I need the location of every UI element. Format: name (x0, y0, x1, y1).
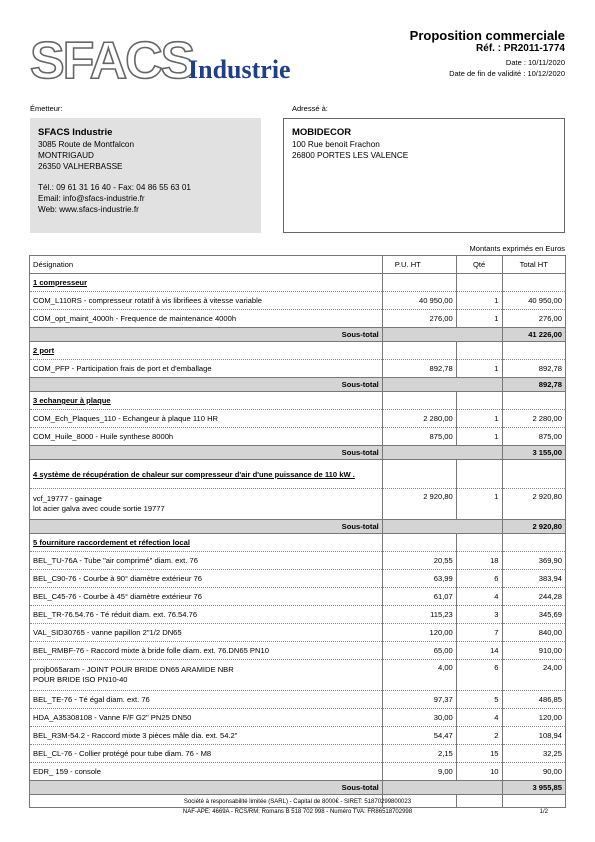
section-row (30, 460, 566, 489)
subtotal-label: Sous-total (30, 520, 383, 534)
item-description (30, 489, 383, 520)
item-quantity: 1 (456, 410, 502, 428)
subtotal-amount: 2 920,80 (502, 520, 565, 534)
item-unit-price: 63,99 (382, 570, 456, 588)
item-description-line: BEL_RMBF-76 - Raccord mixte à bride folle diam. ext. 76.DN65 PN10 (33, 646, 269, 655)
cell-quantity (456, 781, 502, 795)
item-description (30, 709, 383, 727)
currency-note: Montants exprimés en Euros (469, 244, 565, 253)
footer-legal-line-1: Société à responsabilité limitée (SARL) - Capital de 8000€ - SIRET: 51870299800023 (183, 799, 412, 805)
item-total: 910,00 (502, 642, 565, 660)
item-total: 892,78 (502, 360, 565, 378)
sender-phone: Tél.: 09 61 31 16 40 - Fax: 04 86 55 63 01 (38, 183, 191, 192)
sender-box (30, 118, 261, 233)
item-description (30, 763, 383, 781)
cell-quantity (456, 446, 502, 460)
item-description-line: EDR_ 159 - console (33, 767, 101, 776)
validity-date: Date de fin de validité : 10/12/2020 (449, 69, 565, 78)
document-reference: Réf. : PR2011-1774 (476, 43, 565, 54)
item-description (30, 552, 383, 570)
item-total: 345,69 (502, 606, 565, 624)
table-row (30, 489, 566, 520)
table-row (30, 360, 566, 378)
item-unit-price: 61,07 (382, 588, 456, 606)
cell-quantity (456, 392, 502, 410)
item-quantity: 1 (456, 292, 502, 310)
cell-quantity (456, 328, 502, 342)
item-unit-price: 97,37 (382, 691, 456, 709)
item-description (30, 292, 383, 310)
item-quantity: 1 (456, 310, 502, 328)
item-unit-price: 115,23 (382, 606, 456, 624)
cell-unit-price (382, 781, 456, 795)
subtotal-label: Sous-total (30, 446, 383, 460)
item-description-line: vcf_19777 - gainage (33, 494, 102, 503)
table-row (30, 624, 566, 642)
section-row (30, 274, 566, 292)
section-row (30, 392, 566, 410)
subtotal-amount: 3 955,85 (502, 781, 565, 795)
item-unit-price: 9,00 (382, 763, 456, 781)
recipient-label: Adressé à: (292, 104, 328, 113)
header-unit-price: P.U. HT (382, 256, 456, 274)
cell-total (502, 534, 565, 552)
header-total: Total HT (502, 256, 565, 274)
item-description (30, 624, 383, 642)
table-row (30, 310, 566, 328)
item-quantity: 1 (456, 428, 502, 446)
item-quantity: 6 (456, 570, 502, 588)
section-title: 2 port (30, 342, 383, 360)
table-row (30, 763, 566, 781)
item-quantity: 14 (456, 642, 502, 660)
item-unit-price: 40 950,00 (382, 292, 456, 310)
cell-unit-price (382, 274, 456, 292)
section-row (30, 534, 566, 552)
sender-address-3: 26350 VALHERBASSE (38, 162, 123, 171)
table-row (30, 745, 566, 763)
item-quantity: 5 (456, 691, 502, 709)
item-total: 2 280,00 (502, 410, 565, 428)
item-description (30, 745, 383, 763)
item-total: 2 920,80 (502, 489, 565, 520)
sender-label: Émetteur: (30, 104, 63, 113)
cell-total (502, 460, 565, 489)
sender-name: SFACS Industrie (38, 127, 113, 138)
item-description-line: projb065aram - JOINT POUR BRIDE DN65 ARAMIDE NBR (33, 665, 234, 674)
cell-unit-price (382, 520, 456, 534)
cell-unit-price (382, 460, 456, 489)
table-row (30, 727, 566, 745)
item-unit-price: 875,00 (382, 428, 456, 446)
item-description-line: COM_Ech_Plaques_110 - Echangeur à plaque 110 HR (33, 414, 219, 423)
cell-quantity (456, 520, 502, 534)
item-description (30, 570, 383, 588)
section-title: 4 système de récupération de chaleur sur compresseur d'air d'une puissance de 110 kW . (30, 460, 383, 489)
item-description-line: BEL_TR-76.54.76 - Té réduit diam. ext. 76.54.76 (33, 610, 198, 619)
item-description (30, 588, 383, 606)
table-row (30, 660, 566, 691)
page-number: 1/2 (539, 809, 548, 815)
item-quantity: 3 (456, 606, 502, 624)
item-description-line-2: POUR BRIDE ISO PN10-40 (33, 675, 128, 684)
item-description (30, 360, 383, 378)
item-total: 276,00 (502, 310, 565, 328)
cell-unit-price (382, 534, 456, 552)
item-description-line: COM_PFP - Participation frais de port et d'emballage (33, 364, 212, 373)
item-unit-price: 892,78 (382, 360, 456, 378)
item-total: 90,00 (502, 763, 565, 781)
document-title: Proposition commerciale (409, 28, 565, 43)
item-description (30, 727, 383, 745)
item-description (30, 660, 383, 691)
item-quantity: 18 (456, 552, 502, 570)
item-total: 875,00 (502, 428, 565, 446)
table-row (30, 552, 566, 570)
item-unit-price: 276,00 (382, 310, 456, 328)
item-quantity: 2 (456, 727, 502, 745)
item-total: 840,00 (502, 624, 565, 642)
item-unit-price: 2 280,00 (382, 410, 456, 428)
item-description (30, 606, 383, 624)
item-unit-price: 20,55 (382, 552, 456, 570)
cell-quantity (456, 460, 502, 489)
subtotal-label: Sous-total (30, 781, 383, 795)
cell-quantity (456, 342, 502, 360)
cell-total (502, 392, 565, 410)
cell-total (502, 342, 565, 360)
item-unit-price: 120,00 (382, 624, 456, 642)
table-row (30, 428, 566, 446)
recipient-address-2: 26800 PORTES LES VALENCE (292, 151, 409, 160)
subtotal-row (30, 378, 566, 392)
item-quantity: 7 (456, 624, 502, 642)
item-quantity: 15 (456, 745, 502, 763)
item-description-line: COM_Huile_8000 - Huile synthese 8000h (33, 432, 174, 441)
item-description-line: BEL_TE-76 - Té égal diam. ext. 76 (33, 695, 150, 704)
item-unit-price: 30,00 (382, 709, 456, 727)
item-total: 32,25 (502, 745, 565, 763)
item-description-line: BEL_C90-76 - Courbe à 90° diamètre extérieur 76 (33, 574, 202, 583)
footer-legal-line-2: NAF-APE: 4669A - RCS/RM: Romans B 518 702 998 - Numéro TVA: FR86518702998 (182, 809, 413, 815)
item-unit-price: 54,47 (382, 727, 456, 745)
item-description (30, 642, 383, 660)
sender-address-2: MONTRIGAUD (38, 151, 94, 160)
recipient-name: MOBIDECOR (292, 127, 352, 138)
header-designation: Désignation (30, 256, 383, 274)
item-unit-price: 4,00 (382, 660, 456, 691)
item-description-line: COM_opt_maint_4000h - Frequence de maintenance 4000h (33, 314, 237, 323)
header-quantity: Qté (456, 256, 502, 274)
item-description-line: BEL_R3M-54.2 - Raccord mixte 3 pièces mâle dia. ext. 54.2" (33, 731, 238, 740)
subtotal-amount: 3 155,00 (502, 446, 565, 460)
logo-brand: SFACS (30, 32, 194, 90)
table-row (30, 292, 566, 310)
item-total: 40 950,00 (502, 292, 565, 310)
item-total: 24,00 (502, 660, 565, 691)
subtotal-row (30, 781, 566, 795)
table-row (30, 642, 566, 660)
item-unit-price: 65,00 (382, 642, 456, 660)
subtotal-row (30, 328, 566, 342)
table-row (30, 691, 566, 709)
item-description (30, 691, 383, 709)
cell-total (502, 274, 565, 292)
item-description-line: BEL_CL-76 - Collier protégé pour tube diam. 76 - M8 (33, 749, 212, 758)
section-row (30, 342, 566, 360)
subtotal-row (30, 520, 566, 534)
company-logo (30, 30, 315, 90)
table-row (30, 410, 566, 428)
subtotal-label: Sous-total (30, 328, 383, 342)
item-unit-price: 2 920,80 (382, 489, 456, 520)
recipient-address-1: 100 Rue benoit Frachon (292, 140, 380, 149)
item-description (30, 428, 383, 446)
item-total: 108,94 (502, 727, 565, 745)
item-total: 244,28 (502, 588, 565, 606)
item-quantity: 4 (456, 709, 502, 727)
item-description (30, 310, 383, 328)
item-total: 486,85 (502, 691, 565, 709)
recipient-box (283, 118, 565, 233)
item-quantity: 1 (456, 489, 502, 520)
cell-quantity (456, 378, 502, 392)
items-table (29, 255, 566, 808)
item-total: 120,00 (502, 709, 565, 727)
item-description-line: BEL_C45-76 - Courbe à 45° diamètre extérieur 76 (33, 592, 202, 601)
item-description (30, 410, 383, 428)
logo-suffix: Industrie (188, 55, 291, 84)
subtotal-amount: 892,78 (502, 378, 565, 392)
cell-quantity (456, 534, 502, 552)
item-quantity: 10 (456, 763, 502, 781)
item-total: 383,94 (502, 570, 565, 588)
cell-unit-price (382, 446, 456, 460)
item-quantity: 4 (456, 588, 502, 606)
subtotal-label: Sous-total (30, 378, 383, 392)
item-description-line: BEL_TU-76A - Tube "air comprimé" diam. ext. 76 (33, 556, 198, 565)
item-quantity: 6 (456, 660, 502, 691)
item-quantity: 1 (456, 360, 502, 378)
section-title: 3 echangeur à plaque (30, 392, 383, 410)
cell-unit-price (382, 328, 456, 342)
table-row (30, 588, 566, 606)
item-unit-price: 2,15 (382, 745, 456, 763)
cell-unit-price (382, 392, 456, 410)
document-date: Date : 10/11/2020 (505, 58, 565, 67)
item-description-line: COM_L110RS - compresseur rotatif à vis librifiees à vitesse variable (33, 296, 263, 305)
table-row (30, 709, 566, 727)
section-title: 5 fourniture raccordement et réfection local (30, 534, 383, 552)
section-title: 1 compresseur (30, 274, 383, 292)
item-description-line: VAL_SID30765 - vanne papillon 2"1/2 DN65 (33, 628, 182, 637)
sender-web: Web: www.sfacs-industrie.fr (38, 205, 139, 214)
item-description-line: HDA_A35308108 - Vanne F/F G2" PN25 DN50 (33, 713, 192, 722)
sender-email: Email: info@sfacs-industrie.fr (38, 194, 145, 203)
subtotal-amount: 41 226,00 (502, 328, 565, 342)
item-total: 369,90 (502, 552, 565, 570)
item-description-line-2: lot acier galva avec coude sortie 19777 (33, 504, 165, 513)
cell-unit-price (382, 378, 456, 392)
table-header-row (30, 256, 566, 274)
cell-unit-price (382, 342, 456, 360)
table-row (30, 570, 566, 588)
cell-quantity (456, 274, 502, 292)
subtotal-row (30, 446, 566, 460)
sender-address-1: 3085 Route de Montfalcon (38, 140, 135, 149)
table-row (30, 606, 566, 624)
